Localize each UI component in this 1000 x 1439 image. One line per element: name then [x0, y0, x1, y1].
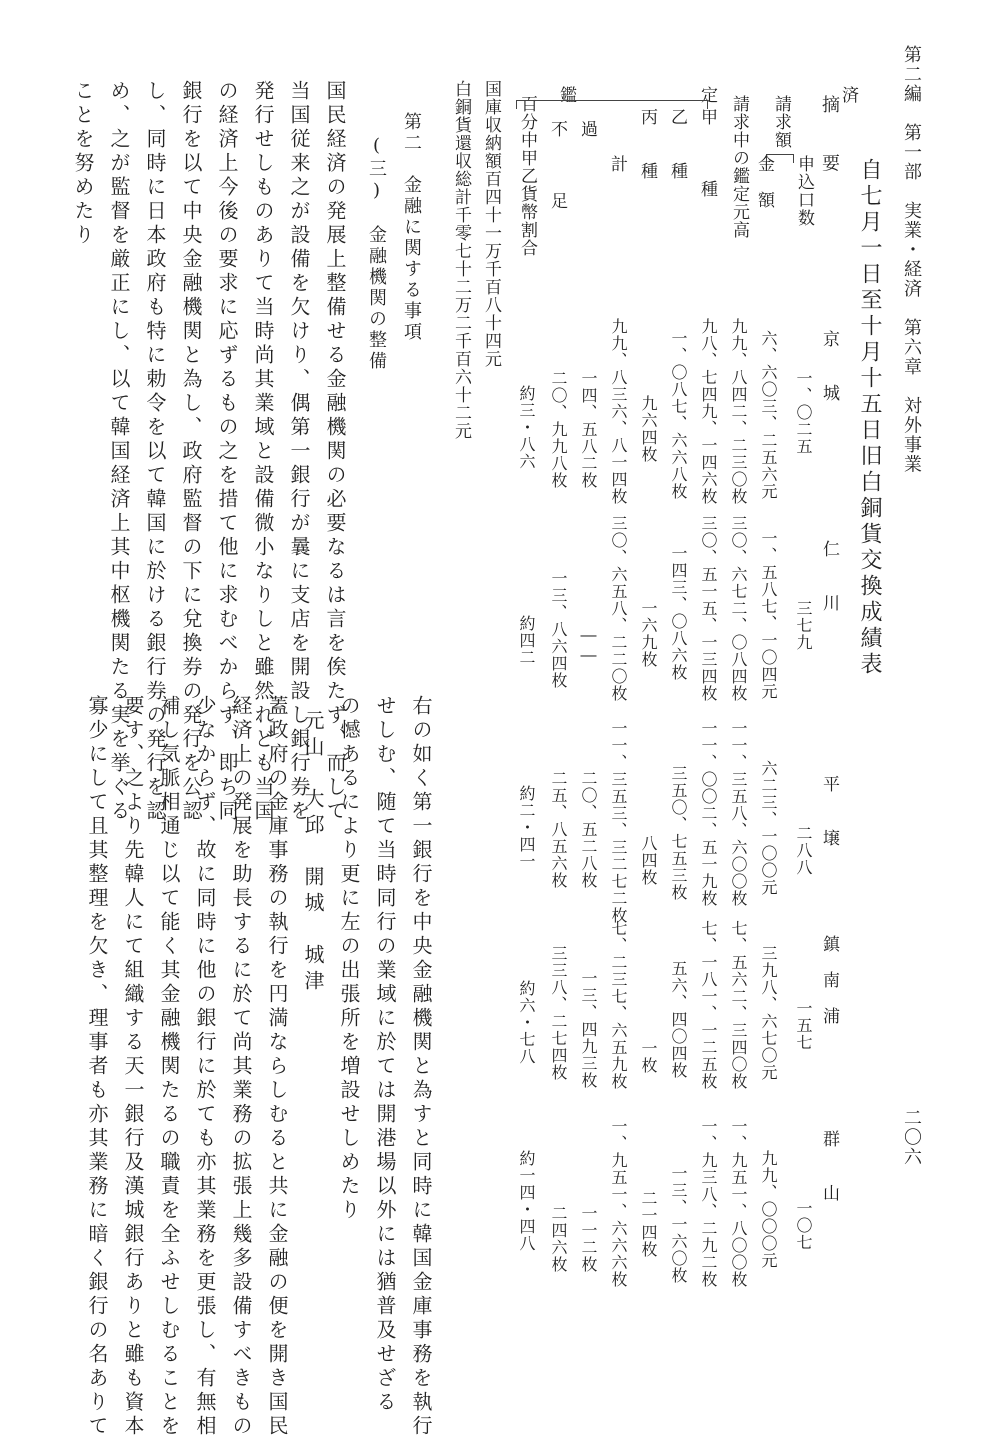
text-line: 発行せしものありて当時尚其業域と設備微小なりしと雖然れども当国: [251, 80, 275, 824]
cell: 一五七: [794, 1000, 813, 1051]
cell: 六、六〇三、二五六元: [759, 330, 778, 500]
text-line: ことを努めたり: [71, 80, 95, 248]
cell: 約三・八六: [517, 385, 536, 470]
cell: 一一、三五三、三二七二枚: [609, 720, 628, 924]
label-summary: 摘 要: [819, 95, 840, 173]
text-line: 当国従来之が設備を欠けり、偶第一銀行が曩に支店を開設し銀行券を: [287, 80, 311, 824]
cell: 一一二枚: [579, 1205, 598, 1273]
label-side-group: 鑑 定 済: [560, 86, 889, 106]
cell: 三五〇、七五三枚: [669, 765, 688, 901]
cell: 約一四・四八: [517, 1150, 536, 1252]
text-line: 国民経済の発展上整備せる金融機関の必要なるは言を俟たず、而して: [323, 80, 347, 824]
text-line: せしむ、随て当時同行の業域に於ては開港場以外には猶普及せざる: [373, 695, 397, 1415]
cell: 七、二三七、六五九枚: [609, 920, 628, 1090]
cell: 九八、七四九、一四六枚: [699, 318, 718, 505]
col-name: 鎮 南 浦: [819, 935, 839, 1025]
running-header: 第二編 第一部 実業・経済 第六章 対外事業: [901, 45, 922, 474]
page-number: 二〇六: [901, 1108, 922, 1167]
cell: 三七九: [794, 600, 813, 651]
label-ratio: 百分中甲乙貨幣割合: [517, 95, 537, 257]
cell: 三三八、二七四枚: [549, 945, 568, 1081]
cell: 二四六枚: [549, 1205, 568, 1273]
branch-list: 元山 大邱 開城 城津: [301, 710, 325, 996]
table-title: 自七月一日至十月十五日旧白銅貨交換成績表: [857, 158, 882, 678]
text-line: 要す、之より先韓人にて組織する天一銀行及漢城銀行ありと雖も資本: [121, 695, 145, 1439]
label-total: 計: [607, 155, 627, 173]
cell: 約四二: [517, 615, 536, 666]
side-group-brace: [516, 100, 708, 109]
text-line: 少なからず、故に同時に他の銀行に於ても亦其業務を更張し、有無相: [193, 695, 217, 1439]
cell: 三〇、六五八、二二〇枚: [609, 515, 628, 702]
cell: 九六四枚: [639, 395, 658, 463]
cell: 一三、八六四枚: [549, 570, 568, 689]
cell: ――: [579, 625, 598, 665]
cell: 二一四枚: [639, 1190, 658, 1258]
text-line: 補し気脈相通じ以て能く其金融機関たるの職責を全ふせしむることを: [157, 695, 181, 1439]
cell: 一四、五八二枚: [579, 370, 598, 489]
cell: 一一、〇〇二、五一九枚: [699, 720, 718, 907]
label-class-c: 丙 種: [637, 108, 657, 180]
label-deficit: 不 足: [547, 120, 567, 210]
label-excess: 過: [577, 120, 597, 138]
label-request-group: 請求額: [771, 95, 791, 149]
cell: 二五、八五六枚: [549, 770, 568, 889]
col-name: 平 壌: [819, 775, 839, 847]
note-treasury: 国庫収納額百四十一万千百八十四元: [481, 80, 501, 368]
label-amount: 金 額: [754, 155, 774, 209]
text-line: 右の如く第一銀行を中央金融機関と為すと同時に韓国金庫事務を執行: [409, 695, 433, 1439]
note-recovered-total: 白銅貨還収総計千零七十二万二千百六十二元: [451, 80, 471, 440]
text-line: の憾あるにより更に左の出張所を増設せしめたり: [337, 695, 361, 1223]
cell: 一六九枚: [639, 600, 658, 668]
text-line: 蓋政府の金庫事務の執行を円満ならしむると共に金融の便を開き国民: [265, 695, 289, 1439]
cell: 一、九三八、二九二枚: [699, 1118, 718, 1288]
cell: 一、五八七、一〇四元: [759, 530, 778, 700]
section-heading: 第二 金融に関する事項: [401, 112, 422, 343]
cell: 約六・七八: [517, 980, 536, 1065]
cell: 一、〇二五: [794, 370, 813, 455]
cell: 三〇、六七二、〇八四枚: [729, 515, 748, 702]
cell: 二〇、九九八枚: [549, 370, 568, 489]
cell: 一三、一六〇枚: [669, 1165, 688, 1284]
cell: 一一、三五八、六〇〇枚: [729, 720, 748, 907]
text-line: の経済上今後の要求に応ずるもの之を措て他に求むべからず、即ち同: [215, 80, 239, 824]
cell: 一四三、〇八六枚: [669, 545, 688, 681]
label-class-a: 甲 種: [697, 108, 717, 198]
cell: 一枚: [639, 1040, 658, 1074]
cell: 二八八: [794, 825, 813, 876]
col-name: 群 山: [819, 1130, 839, 1202]
label-assessed: 請求中の鑑定元高: [729, 95, 749, 239]
cell: 一三、四九三枚: [579, 970, 598, 1089]
cell: 九九、〇〇〇元: [759, 1150, 778, 1269]
cell: 一、九五一、八〇〇枚: [729, 1118, 748, 1288]
label-applications: 申込口数: [794, 155, 814, 227]
cell: 五六、四〇四枚: [669, 960, 688, 1079]
text-line: め、之が監督を厳正にし、以て韓国経済上其中枢機関たる実を挙ぐる: [107, 80, 131, 824]
cell: 九九、八四二、二三〇枚: [729, 318, 748, 505]
cell: 一、九五一、六六六枚: [609, 1118, 628, 1288]
text-line: 寡少にして且其整理を欠き、理事者も亦其業務に暗く銀行の名ありて: [85, 695, 109, 1439]
col-name: 仁 川: [819, 540, 839, 612]
text-line: 経済上の発展を助長するに於て尚其業務の拡張上幾多設備すべきもの: [229, 695, 253, 1439]
col-name: 京 城: [819, 330, 839, 402]
cell: 七、五六二、三四〇枚: [729, 920, 748, 1090]
text-line: 銀行を以て中央金融機関と為し、政府監督の下に兌換券の発行を公認: [179, 80, 203, 824]
cell: 二〇、五二八枚: [579, 770, 598, 889]
cell: 一〇七: [794, 1200, 813, 1251]
cell: 七、一八一、一二五枚: [699, 920, 718, 1090]
cell: 六二三、一〇〇元: [759, 760, 778, 896]
cell: 九九、八三六、八一四枚: [609, 318, 628, 505]
cell: 三〇、五一五、一三四枚: [699, 515, 718, 702]
text-line: し、同時に日本政府も特に勅令を以て韓国に於ける銀行券の発行を認: [143, 80, 167, 824]
cell: 約二・四一: [517, 785, 536, 870]
cell: 三九八、六七〇元: [759, 945, 778, 1081]
cell: 八四枚: [639, 835, 658, 886]
label-class-b: 乙 種: [667, 108, 687, 180]
cell: 一、〇八七、六六八枚: [669, 330, 688, 500]
subsection-heading: (三) 金融機関の整備: [366, 135, 387, 372]
